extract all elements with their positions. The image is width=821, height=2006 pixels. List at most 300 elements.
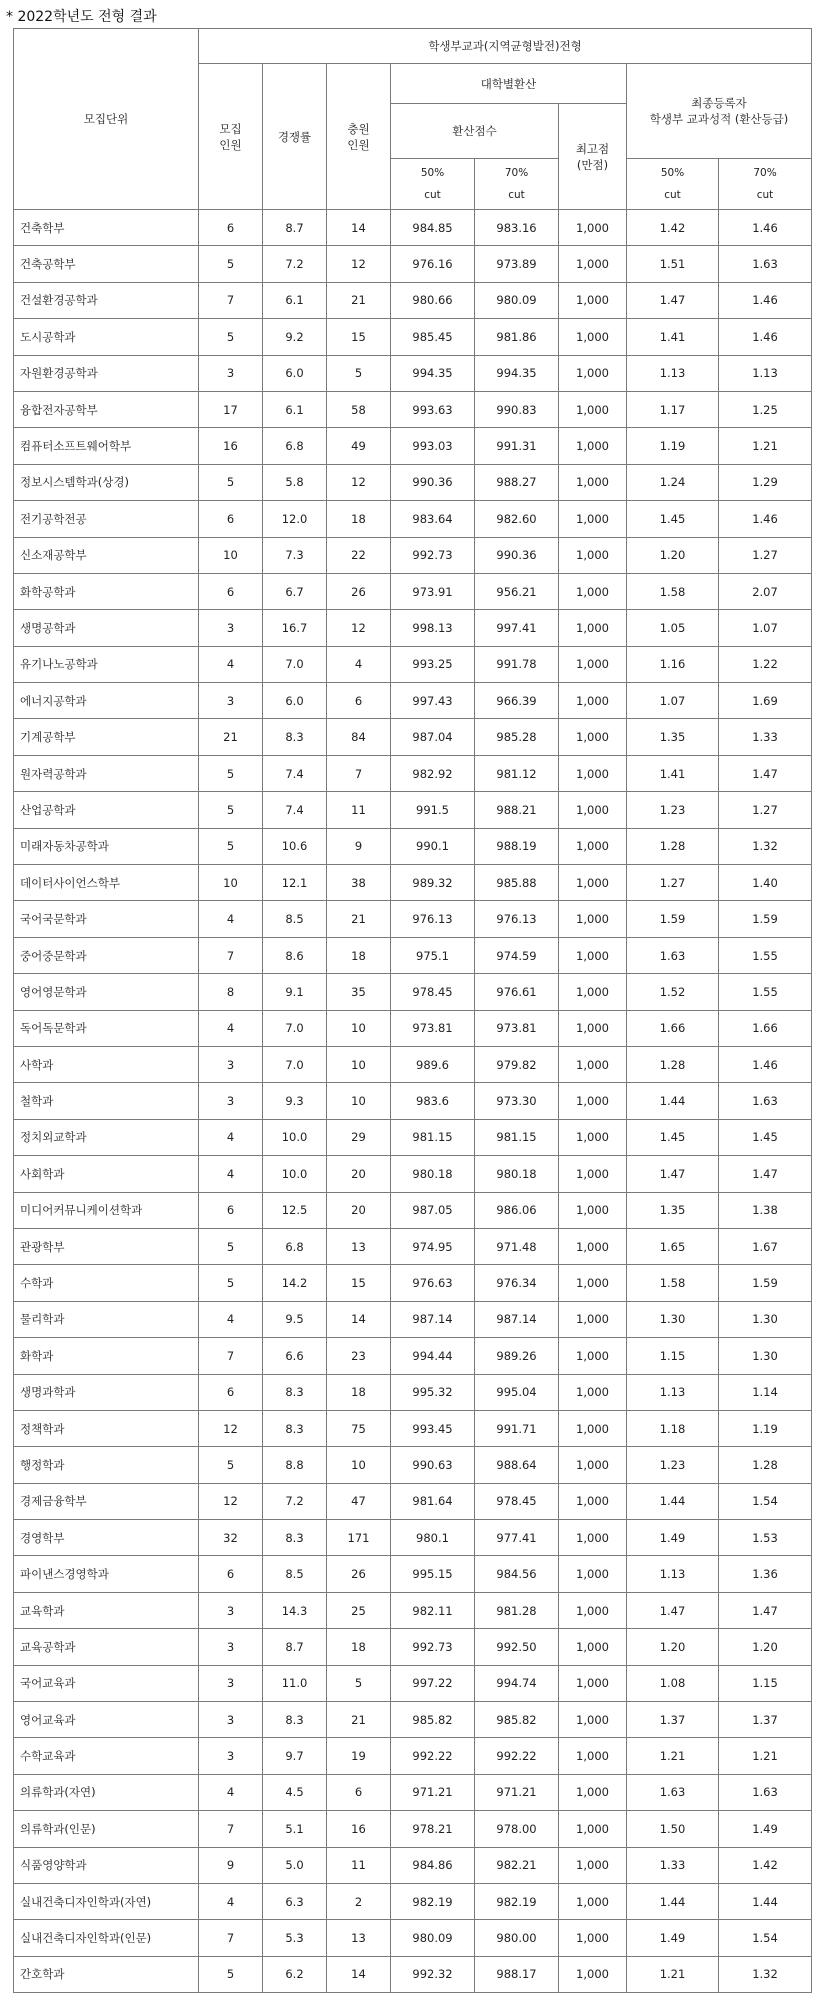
- cell-score-50-cut: 990.63: [391, 1447, 475, 1483]
- table-row: [14, 1920, 812, 1956]
- cell-unit-name: 경제금융학부: [14, 1483, 199, 1519]
- cell-grade-50-cut: 1.35: [627, 719, 719, 755]
- table-row: [14, 501, 812, 537]
- cell-grade-70-cut: 1.19: [719, 1410, 812, 1446]
- cell-max-score: 1,000: [559, 246, 627, 282]
- cell-score-50-cut: 990.1: [391, 828, 475, 864]
- cell-score-70-cut: 991.31: [475, 428, 559, 464]
- cell-recruit-count: 6: [199, 1374, 263, 1410]
- cell-unit-name: 화학공학과: [14, 573, 199, 609]
- cell-grade-70-cut: 1.46: [719, 1046, 812, 1082]
- cell-extra-count: 6: [327, 1774, 391, 1810]
- cell-score-70-cut: 995.04: [475, 1374, 559, 1410]
- cell-unit-name: 정보시스템학과(상경): [14, 464, 199, 500]
- cell-score-50-cut: 989.32: [391, 865, 475, 901]
- cell-unit-name: 간호학과: [14, 1956, 199, 1992]
- cell-recruit-count: 3: [199, 1629, 263, 1665]
- cell-grade-50-cut: 1.41: [627, 319, 719, 355]
- cell-competition-rate: 12.1: [263, 865, 327, 901]
- cell-recruit-count: 3: [199, 1083, 263, 1119]
- cell-competition-rate: 16.7: [263, 610, 327, 646]
- cell-competition-rate: 8.3: [263, 1702, 327, 1738]
- cell-extra-count: 23: [327, 1338, 391, 1374]
- cell-max-score: 1,000: [559, 937, 627, 973]
- cell-max-score: 1,000: [559, 1228, 627, 1264]
- cell-grade-70-cut: 1.36: [719, 1556, 812, 1592]
- cell-grade-50-cut: 1.13: [627, 1374, 719, 1410]
- cell-competition-rate: 4.5: [263, 1774, 327, 1810]
- cell-grade-50-cut: 1.44: [627, 1083, 719, 1119]
- cell-recruit-count: 8: [199, 974, 263, 1010]
- cell-grade-50-cut: 1.63: [627, 937, 719, 973]
- cell-extra-count: 18: [327, 1374, 391, 1410]
- cell-score-70-cut: 979.82: [475, 1046, 559, 1082]
- cell-extra-count: 10: [327, 1083, 391, 1119]
- cell-extra-count: 21: [327, 1702, 391, 1738]
- cell-grade-70-cut: 1.45: [719, 1119, 812, 1155]
- cell-score-50-cut: 973.81: [391, 1010, 475, 1046]
- cell-competition-rate: 7.0: [263, 1010, 327, 1046]
- cell-unit-name: 중어중문학과: [14, 937, 199, 973]
- cell-competition-rate: 8.3: [263, 1374, 327, 1410]
- cell-recruit-count: 6: [199, 210, 263, 246]
- cell-score-70-cut: 984.56: [475, 1556, 559, 1592]
- cell-grade-70-cut: 1.63: [719, 246, 812, 282]
- cell-grade-50-cut: 1.19: [627, 428, 719, 464]
- cell-competition-rate: 6.7: [263, 573, 327, 609]
- cell-extra-count: 75: [327, 1410, 391, 1446]
- cell-grade-70-cut: 1.69: [719, 683, 812, 719]
- cell-score-70-cut: 982.60: [475, 501, 559, 537]
- cell-recruit-count: 12: [199, 1483, 263, 1519]
- cell-grade-50-cut: 1.44: [627, 1483, 719, 1519]
- cell-grade-70-cut: 1.27: [719, 537, 812, 573]
- cell-grade-70-cut: 1.13: [719, 355, 812, 391]
- cell-recruit-count: 5: [199, 464, 263, 500]
- cell-unit-name: 자원환경공학과: [14, 355, 199, 391]
- cell-unit-name: 정책학과: [14, 1410, 199, 1446]
- cell-extra-count: 10: [327, 1046, 391, 1082]
- table-row: [14, 974, 812, 1010]
- cell-score-50-cut: 992.22: [391, 1738, 475, 1774]
- cell-score-50-cut: 982.19: [391, 1883, 475, 1919]
- cell-grade-50-cut: 1.24: [627, 464, 719, 500]
- cell-grade-50-cut: 1.44: [627, 1883, 719, 1919]
- cell-recruit-count: 10: [199, 865, 263, 901]
- cell-competition-rate: 14.3: [263, 1592, 327, 1628]
- cell-max-score: 1,000: [559, 355, 627, 391]
- cell-score-50-cut: 987.05: [391, 1192, 475, 1228]
- cell-unit-name: 행정학과: [14, 1447, 199, 1483]
- header-track: 학생부교과(지역균형발전)전형: [199, 29, 812, 64]
- cell-grade-50-cut: 1.13: [627, 355, 719, 391]
- cell-score-70-cut: 974.59: [475, 937, 559, 973]
- cell-grade-70-cut: 1.44: [719, 1883, 812, 1919]
- cell-max-score: 1,000: [559, 537, 627, 573]
- cell-unit-name: 건설환경공학과: [14, 282, 199, 318]
- cell-recruit-count: 3: [199, 610, 263, 646]
- cell-max-score: 1,000: [559, 865, 627, 901]
- cell-grade-50-cut: 1.52: [627, 974, 719, 1010]
- cell-unit-name: 생명과학과: [14, 1374, 199, 1410]
- cell-recruit-count: 10: [199, 537, 263, 573]
- cell-grade-50-cut: 1.63: [627, 1774, 719, 1810]
- cell-score-70-cut: 977.41: [475, 1520, 559, 1556]
- cell-score-70-cut: 973.89: [475, 246, 559, 282]
- cell-extra-count: 84: [327, 719, 391, 755]
- cell-recruit-count: 7: [199, 1811, 263, 1847]
- cell-score-50-cut: 998.13: [391, 610, 475, 646]
- cell-max-score: 1,000: [559, 501, 627, 537]
- cell-grade-50-cut: 1.58: [627, 1265, 719, 1301]
- cell-recruit-count: 3: [199, 1738, 263, 1774]
- cell-unit-name: 수학과: [14, 1265, 199, 1301]
- cell-max-score: 1,000: [559, 1265, 627, 1301]
- cell-competition-rate: 6.8: [263, 428, 327, 464]
- cell-grade-70-cut: 1.32: [719, 1956, 812, 1992]
- cell-score-70-cut: 982.21: [475, 1847, 559, 1883]
- table-row: [14, 865, 812, 901]
- cell-recruit-count: 5: [199, 319, 263, 355]
- cell-grade-70-cut: 1.32: [719, 828, 812, 864]
- cell-grade-50-cut: 1.51: [627, 246, 719, 282]
- cell-extra-count: 22: [327, 537, 391, 573]
- cell-unit-name: 원자력공학과: [14, 755, 199, 791]
- cell-competition-rate: 6.0: [263, 683, 327, 719]
- cell-score-50-cut: 971.21: [391, 1774, 475, 1810]
- cell-recruit-count: 4: [199, 901, 263, 937]
- cell-extra-count: 13: [327, 1228, 391, 1264]
- cell-score-50-cut: 982.11: [391, 1592, 475, 1628]
- cell-unit-name: 식품영양학과: [14, 1847, 199, 1883]
- cell-unit-name: 파이낸스경영학과: [14, 1556, 199, 1592]
- cell-extra-count: 19: [327, 1738, 391, 1774]
- table-row: [14, 210, 812, 246]
- cell-recruit-count: 6: [199, 501, 263, 537]
- cell-grade-70-cut: 1.46: [719, 210, 812, 246]
- cell-max-score: 1,000: [559, 683, 627, 719]
- cell-max-score: 1,000: [559, 974, 627, 1010]
- cell-max-score: 1,000: [559, 1010, 627, 1046]
- table-row: [14, 901, 812, 937]
- cell-max-score: 1,000: [559, 1956, 627, 1992]
- cell-grade-50-cut: 1.27: [627, 865, 719, 901]
- table-row: [14, 792, 812, 828]
- cell-unit-name: 유기나노공학과: [14, 646, 199, 682]
- cell-score-50-cut: 975.1: [391, 937, 475, 973]
- cell-grade-70-cut: 1.20: [719, 1629, 812, 1665]
- table-row: [14, 646, 812, 682]
- cell-grade-50-cut: 1.21: [627, 1738, 719, 1774]
- cell-grade-70-cut: 1.40: [719, 865, 812, 901]
- cell-unit-name: 화학과: [14, 1338, 199, 1374]
- cell-extra-count: 15: [327, 319, 391, 355]
- cell-score-50-cut: 987.14: [391, 1301, 475, 1337]
- cell-score-50-cut: 984.85: [391, 210, 475, 246]
- cell-unit-name: 의류학과(자연): [14, 1774, 199, 1810]
- cell-score-70-cut: 983.16: [475, 210, 559, 246]
- cell-recruit-count: 7: [199, 1338, 263, 1374]
- cell-score-70-cut: 997.41: [475, 610, 559, 646]
- cell-max-score: 1,000: [559, 1592, 627, 1628]
- cell-max-score: 1,000: [559, 610, 627, 646]
- table-row: [14, 428, 812, 464]
- cell-max-score: 1,000: [559, 1920, 627, 1956]
- cell-extra-count: 2: [327, 1883, 391, 1919]
- cell-competition-rate: 7.4: [263, 755, 327, 791]
- cell-competition-rate: 9.1: [263, 974, 327, 1010]
- table-row: [14, 1483, 812, 1519]
- cell-grade-70-cut: 1.42: [719, 1847, 812, 1883]
- cell-competition-rate: 5.0: [263, 1847, 327, 1883]
- cell-recruit-count: 4: [199, 1156, 263, 1192]
- cell-unit-name: 건축공학부: [14, 246, 199, 282]
- cell-extra-count: 18: [327, 501, 391, 537]
- cell-recruit-count: 5: [199, 246, 263, 282]
- cell-grade-70-cut: 1.66: [719, 1010, 812, 1046]
- cell-extra-count: 38: [327, 865, 391, 901]
- cell-extra-count: 5: [327, 355, 391, 391]
- cell-max-score: 1,000: [559, 1883, 627, 1919]
- table-row: [14, 1265, 812, 1301]
- cell-competition-rate: 8.3: [263, 1410, 327, 1446]
- cell-grade-50-cut: 1.33: [627, 1847, 719, 1883]
- cell-recruit-count: 16: [199, 428, 263, 464]
- cell-score-70-cut: 991.71: [475, 1410, 559, 1446]
- cell-grade-50-cut: 1.59: [627, 901, 719, 937]
- cell-extra-count: 20: [327, 1192, 391, 1228]
- cell-unit-name: 신소재공학부: [14, 537, 199, 573]
- cell-score-70-cut: 994.74: [475, 1665, 559, 1701]
- table-row: [14, 1738, 812, 1774]
- cell-score-70-cut: 991.78: [475, 646, 559, 682]
- cell-max-score: 1,000: [559, 1847, 627, 1883]
- table-row: [14, 683, 812, 719]
- header-conv-score: 환산점수: [391, 104, 559, 159]
- cell-unit-name: 산업공학과: [14, 792, 199, 828]
- table-row: [14, 1629, 812, 1665]
- cell-grade-70-cut: 1.33: [719, 719, 812, 755]
- cell-extra-count: 49: [327, 428, 391, 464]
- cell-recruit-count: 5: [199, 792, 263, 828]
- cell-grade-70-cut: 1.55: [719, 937, 812, 973]
- cell-max-score: 1,000: [559, 210, 627, 246]
- cell-extra-count: 12: [327, 246, 391, 282]
- cell-competition-rate: 10.6: [263, 828, 327, 864]
- cell-score-50-cut: 994.35: [391, 355, 475, 391]
- cell-extra-count: 6: [327, 683, 391, 719]
- cell-grade-70-cut: 1.53: [719, 1520, 812, 1556]
- cell-score-70-cut: 990.83: [475, 391, 559, 427]
- table-row: [14, 1119, 812, 1155]
- cell-score-50-cut: 993.03: [391, 428, 475, 464]
- cell-competition-rate: 7.0: [263, 1046, 327, 1082]
- table-row: [14, 1774, 812, 1810]
- cell-grade-70-cut: 1.46: [719, 501, 812, 537]
- cell-competition-rate: 8.8: [263, 1447, 327, 1483]
- cell-score-70-cut: 988.19: [475, 828, 559, 864]
- cell-score-70-cut: 990.36: [475, 537, 559, 573]
- cell-grade-70-cut: 1.55: [719, 974, 812, 1010]
- cell-unit-name: 건축학부: [14, 210, 199, 246]
- cell-score-70-cut: 992.22: [475, 1738, 559, 1774]
- header-unit: 모집단위: [14, 29, 199, 210]
- cell-grade-70-cut: 1.67: [719, 1228, 812, 1264]
- cell-grade-50-cut: 1.58: [627, 573, 719, 609]
- table-row: [14, 1556, 812, 1592]
- header-grade-50: 50% cut: [627, 159, 719, 210]
- cell-score-50-cut: 982.92: [391, 755, 475, 791]
- cell-competition-rate: 6.0: [263, 355, 327, 391]
- table-row: [14, 1156, 812, 1192]
- cell-grade-70-cut: 1.54: [719, 1483, 812, 1519]
- cell-grade-50-cut: 1.30: [627, 1301, 719, 1337]
- cell-score-70-cut: 982.19: [475, 1883, 559, 1919]
- cell-grade-50-cut: 1.49: [627, 1520, 719, 1556]
- cell-unit-name: 교육공학과: [14, 1629, 199, 1665]
- cell-extra-count: 11: [327, 1847, 391, 1883]
- cell-competition-rate: 8.5: [263, 901, 327, 937]
- cell-grade-50-cut: 1.47: [627, 282, 719, 318]
- header-competition: 경쟁률: [263, 64, 327, 210]
- cell-unit-name: 철학과: [14, 1083, 199, 1119]
- table-row: [14, 1338, 812, 1374]
- cell-competition-rate: 8.3: [263, 1520, 327, 1556]
- cell-score-50-cut: 987.04: [391, 719, 475, 755]
- cell-grade-50-cut: 1.21: [627, 1956, 719, 1992]
- cell-grade-50-cut: 1.23: [627, 792, 719, 828]
- header-score-50: 50% cut: [391, 159, 475, 210]
- cell-unit-name: 물리학과: [14, 1301, 199, 1337]
- cell-extra-count: 26: [327, 573, 391, 609]
- cell-grade-70-cut: 1.49: [719, 1811, 812, 1847]
- cell-recruit-count: 5: [199, 1265, 263, 1301]
- table-row: [14, 1410, 812, 1446]
- cell-unit-name: 컴퓨터소프트웨어학부: [14, 428, 199, 464]
- cell-recruit-count: 6: [199, 1556, 263, 1592]
- cell-grade-50-cut: 1.13: [627, 1556, 719, 1592]
- cell-grade-70-cut: 1.15: [719, 1665, 812, 1701]
- table-row: [14, 1811, 812, 1847]
- cell-score-50-cut: 983.64: [391, 501, 475, 537]
- cell-score-70-cut: 981.15: [475, 1119, 559, 1155]
- cell-recruit-count: 5: [199, 755, 263, 791]
- cell-unit-name: 수학교육과: [14, 1738, 199, 1774]
- table-row: [14, 1520, 812, 1556]
- cell-max-score: 1,000: [559, 282, 627, 318]
- table-row: [14, 1447, 812, 1483]
- cell-grade-50-cut: 1.07: [627, 683, 719, 719]
- cell-recruit-count: 4: [199, 1774, 263, 1810]
- cell-grade-70-cut: 1.28: [719, 1447, 812, 1483]
- cell-unit-name: 기계공학부: [14, 719, 199, 755]
- table-row: [14, 1192, 812, 1228]
- cell-grade-70-cut: 1.47: [719, 755, 812, 791]
- cell-recruit-count: 17: [199, 391, 263, 427]
- table-row: [14, 828, 812, 864]
- cell-unit-name: 독어독문학과: [14, 1010, 199, 1046]
- cell-grade-50-cut: 1.47: [627, 1156, 719, 1192]
- cell-unit-name: 영어영문학과: [14, 974, 199, 1010]
- cell-recruit-count: 5: [199, 1956, 263, 1992]
- cell-competition-rate: 6.1: [263, 282, 327, 318]
- cell-unit-name: 실내건축디자인학과(인문): [14, 1920, 199, 1956]
- cell-competition-rate: 5.1: [263, 1811, 327, 1847]
- cell-competition-rate: 7.2: [263, 246, 327, 282]
- cell-recruit-count: 7: [199, 937, 263, 973]
- cell-max-score: 1,000: [559, 1811, 627, 1847]
- cell-competition-rate: 6.1: [263, 391, 327, 427]
- cell-extra-count: 10: [327, 1010, 391, 1046]
- cell-grade-70-cut: 1.14: [719, 1374, 812, 1410]
- cell-unit-name: 융합전자공학부: [14, 391, 199, 427]
- cell-max-score: 1,000: [559, 1119, 627, 1155]
- cell-grade-70-cut: 1.21: [719, 428, 812, 464]
- cell-score-50-cut: 993.63: [391, 391, 475, 427]
- cell-max-score: 1,000: [559, 792, 627, 828]
- cell-unit-name: 정치외교학과: [14, 1119, 199, 1155]
- cell-competition-rate: 5.3: [263, 1920, 327, 1956]
- cell-recruit-count: 32: [199, 1520, 263, 1556]
- cell-extra-count: 14: [327, 1956, 391, 1992]
- cell-competition-rate: 6.3: [263, 1883, 327, 1919]
- cell-max-score: 1,000: [559, 1702, 627, 1738]
- cell-unit-name: 사학과: [14, 1046, 199, 1082]
- cell-extra-count: 21: [327, 282, 391, 318]
- cell-recruit-count: 3: [199, 1046, 263, 1082]
- cell-grade-70-cut: 1.21: [719, 1738, 812, 1774]
- table-row: [14, 1046, 812, 1082]
- cell-grade-50-cut: 1.16: [627, 646, 719, 682]
- cell-score-50-cut: 995.15: [391, 1556, 475, 1592]
- cell-grade-50-cut: 1.35: [627, 1192, 719, 1228]
- cell-recruit-count: 5: [199, 1228, 263, 1264]
- cell-competition-rate: 9.7: [263, 1738, 327, 1774]
- cell-competition-rate: 12.5: [263, 1192, 327, 1228]
- cell-competition-rate: 11.0: [263, 1665, 327, 1701]
- table-row: [14, 355, 812, 391]
- cell-recruit-count: 9: [199, 1847, 263, 1883]
- cell-score-50-cut: 980.1: [391, 1520, 475, 1556]
- cell-grade-50-cut: 1.18: [627, 1410, 719, 1446]
- cell-competition-rate: 14.2: [263, 1265, 327, 1301]
- table-row: [14, 246, 812, 282]
- admission-results-table: [13, 28, 812, 1993]
- cell-extra-count: 29: [327, 1119, 391, 1155]
- cell-score-70-cut: 973.30: [475, 1083, 559, 1119]
- cell-score-50-cut: 978.21: [391, 1811, 475, 1847]
- cell-score-70-cut: 980.09: [475, 282, 559, 318]
- cell-recruit-count: 4: [199, 1883, 263, 1919]
- cell-competition-rate: 8.3: [263, 719, 327, 755]
- cell-score-50-cut: 997.22: [391, 1665, 475, 1701]
- cell-max-score: 1,000: [559, 1083, 627, 1119]
- cell-grade-50-cut: 1.47: [627, 1592, 719, 1628]
- cell-unit-name: 데이터사이언스학부: [14, 865, 199, 901]
- cell-recruit-count: 4: [199, 1119, 263, 1155]
- cell-extra-count: 13: [327, 1920, 391, 1956]
- cell-extra-count: 14: [327, 210, 391, 246]
- cell-grade-50-cut: 1.37: [627, 1702, 719, 1738]
- cell-extra-count: 7: [327, 755, 391, 791]
- table-row: [14, 1847, 812, 1883]
- cell-score-70-cut: 988.27: [475, 464, 559, 500]
- cell-recruit-count: 3: [199, 1702, 263, 1738]
- cell-max-score: 1,000: [559, 391, 627, 427]
- header-extra: 충원 인원: [327, 64, 391, 210]
- cell-competition-rate: 7.0: [263, 646, 327, 682]
- cell-score-70-cut: 971.48: [475, 1228, 559, 1264]
